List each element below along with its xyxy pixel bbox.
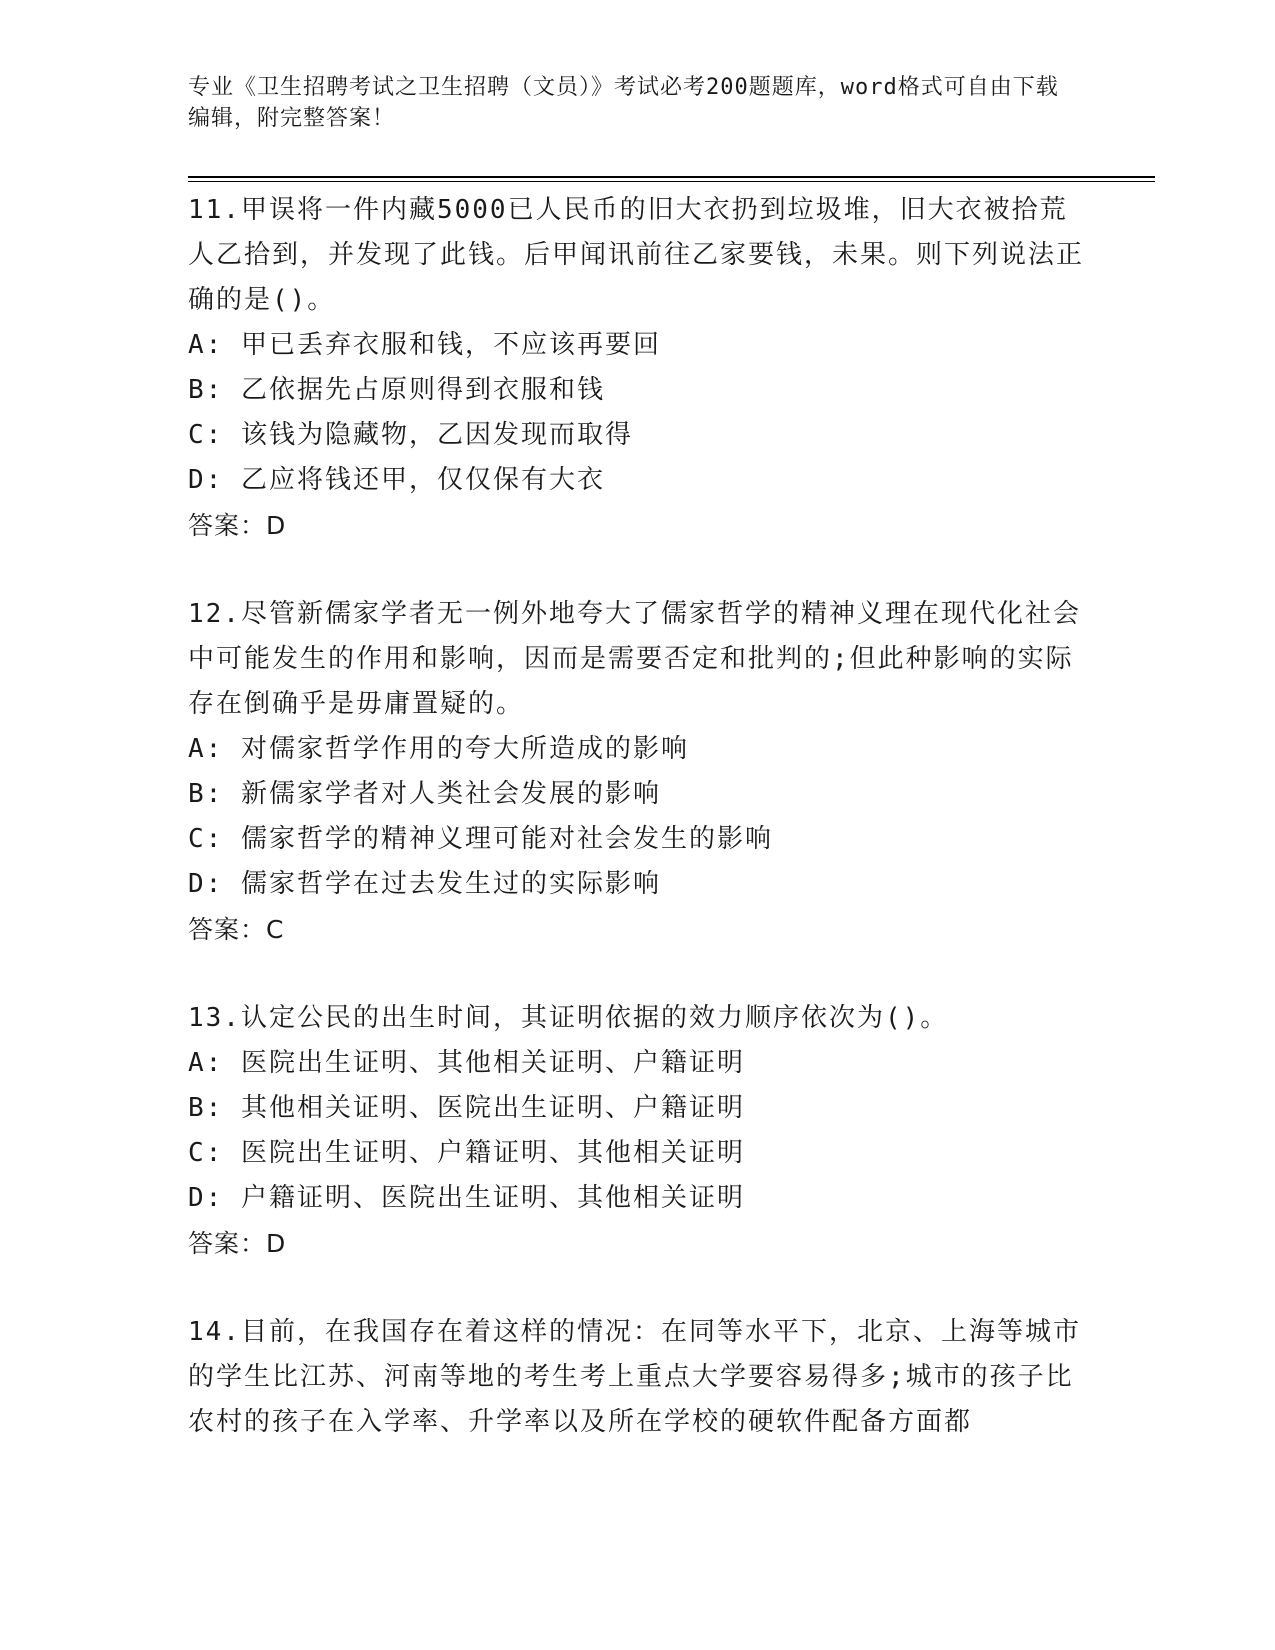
header-rule-thin — [188, 181, 1155, 182]
question-text: 12.尽管新儒家学者无一例外地夸大了儒家哲学的精神义理在现代化社会中可能发生的作用和影响，因而是需要否定和批判的;但此种影响的实际存在倒确乎是毋庸置疑的。 — [188, 599, 1081, 719]
question-text: 13.认定公民的出生时间，其证明依据的效力顺序依次为()。 — [188, 1003, 949, 1033]
option-d: D: 儒家哲学在过去发生过的实际影响 — [188, 869, 661, 899]
option-b: B: 其他相关证明、医院出生证明、户籍证明 — [188, 1093, 745, 1123]
question-12 — [188, 592, 1088, 952]
option-c: C: 该钱为隐藏物，乙因发现而取得 — [188, 420, 633, 450]
question-11 — [188, 188, 1088, 548]
option-a: A: 医院出生证明、其他相关证明、户籍证明 — [188, 1048, 745, 1078]
answer: 答案：C — [188, 915, 285, 944]
option-a: A: 甲已丢弃衣服和钱，不应该再要回 — [188, 330, 661, 360]
option-a: A: 对儒家哲学作用的夸大所造成的影响 — [188, 734, 689, 764]
question-text: 11.甲误将一件内藏5000已人民币的旧大衣扔到垃圾堆，旧大衣被拾荒人乙拾到，并发现了此钱。后甲闻讯前往乙家要钱，未果。则下列说法正确的是()。 — [188, 195, 1085, 315]
option-d: D: 户籍证明、医院出生证明、其他相关证明 — [188, 1183, 745, 1213]
header-rule-thick — [188, 176, 1155, 178]
option-b: B: 乙依据先占原则得到衣服和钱 — [188, 375, 605, 405]
answer: 答案：D — [188, 1229, 287, 1258]
option-c: C: 儒家哲学的精神义理可能对社会发生的影响 — [188, 824, 773, 854]
document-header: 专业《卫生招聘考试之卫生招聘（文员）》考试必考200题题库，word格式可自由下载编辑，附完整答案！ — [188, 75, 1059, 131]
question-13 — [188, 996, 1088, 1266]
option-d: D: 乙应将钱还甲，仅仅保有大衣 — [188, 465, 605, 495]
answer: 答案：D — [188, 511, 287, 540]
option-b: B: 新儒家学者对人类社会发展的影响 — [188, 779, 661, 809]
question-text: 14.目前，在我国存在着这样的情况：在同等水平下，北京、上海等城市的学生比江苏、河南等地的考生考上重点大学要容易得多;城市的孩子比农村的孩子在入学率、升学率以及所在学校的硬软件配备方面都 — [188, 1317, 1081, 1437]
option-c: C: 医院出生证明、户籍证明、其他相关证明 — [188, 1138, 745, 1168]
question-list — [188, 188, 1088, 1489]
question-14 — [188, 1310, 1088, 1445]
